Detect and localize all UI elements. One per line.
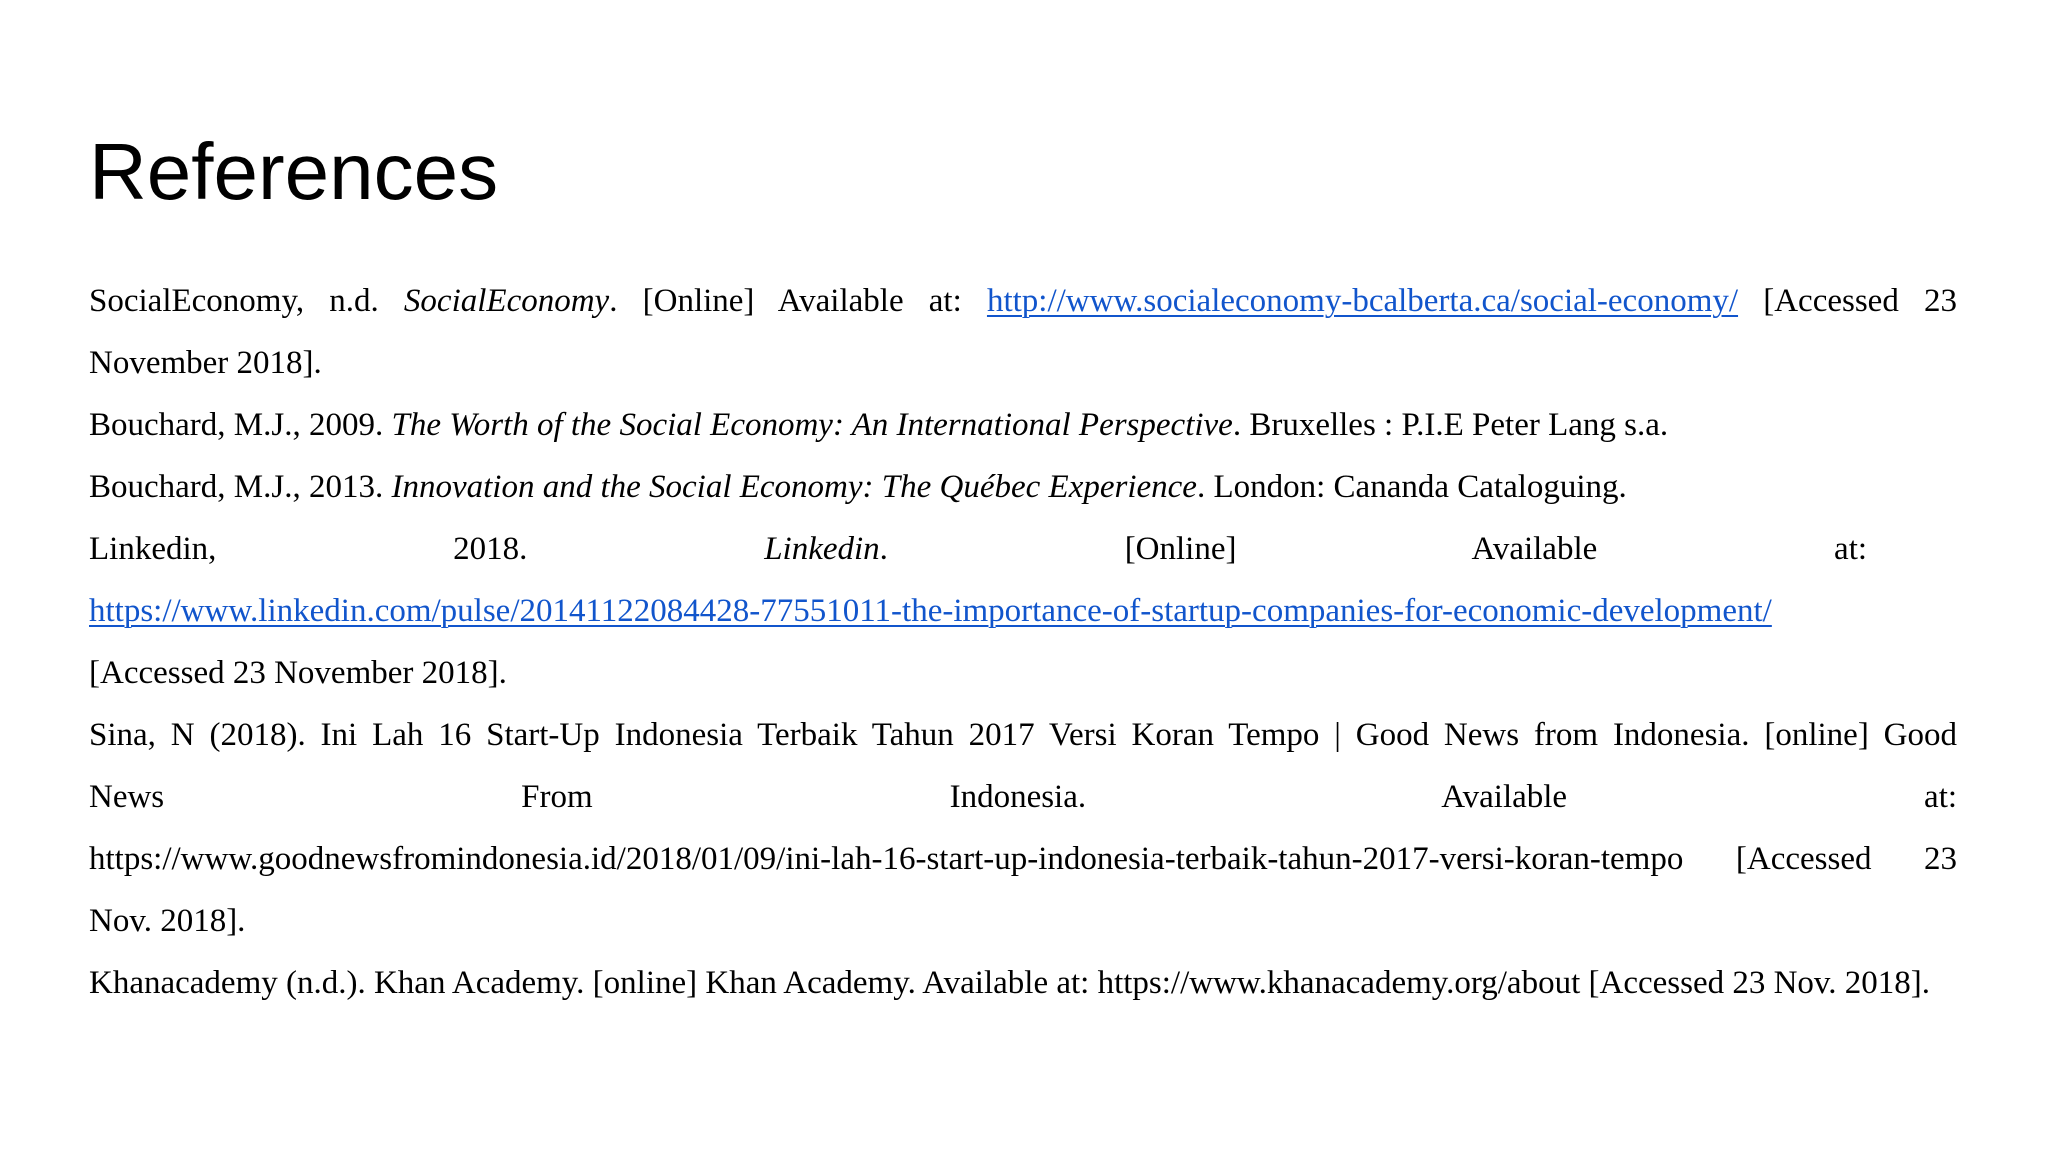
reference-at: at: [1834,531,1868,567]
reference-word: Indonesia. [949,779,1087,815]
reference-line: Sina, N (2018). Ini Lah 16 Start-Up Indonesia Terbaik Tahun 2017 Versi Koran Tempo | Good News from Indonesia. [online] Good [89,717,1957,753]
reference-line: https://www.goodnewsfromindonesia.id/2018/01/09/ini-lah-16-start-up-indonesia-terbaik-tahun-2017-versi-koran-tempo [Accessed 23 [89,841,1957,877]
reference-line [89,518,1867,580]
reference-title-period: . [879,531,888,567]
references-list [89,270,1957,1014]
reference-item-bouchard-2009 [89,394,1957,456]
slide-title: References [89,127,499,216]
reference-author-date: Bouchard, M.J., 2009. [89,407,392,443]
reference-author: Linkedin, [89,531,217,567]
reference-item-sina [89,704,1957,952]
reference-item-bouchard-2013 [89,456,1957,518]
reference-accessed: [Accessed 23 November 2018]. [89,283,1957,381]
reference-publisher: . Bruxelles : P.I.E Peter Lang s.a. [1232,407,1669,443]
reference-title: Linkedin [764,531,880,567]
reference-year: 2018. [453,531,528,567]
reference-author-date: SocialEconomy, n.d. [89,283,404,319]
reference-publisher: . London: Cananda Cataloguing. [1196,469,1627,505]
reference-link-socialeconomy[interactable]: http://www.socialeconomy-bcalberta.ca/social-economy/ [986,283,1739,319]
reference-word: at: [1924,779,1958,815]
reference-item-linkedin [89,518,1957,704]
reference-line: Nov. 2018]. [89,903,246,939]
reference-word: From [521,779,593,815]
reference-accessed: [Accessed 23 November 2018]. [89,655,507,691]
reference-item-socialeconomy [89,270,1957,394]
reference-text: . [Online] Available at: [609,283,987,319]
reference-line [89,580,1957,642]
reference-word: News [89,779,165,815]
reference-title: The Worth of the Social Economy: An International Perspective [391,407,1233,443]
reference-link-linkedin[interactable]: https://www.linkedin.com/pulse/20141122084428-77551011-the-importance-of-startup-companies-for-economic-development/ [89,593,1772,629]
reference-available: Available [1471,531,1598,567]
reference-author-date: Bouchard, M.J., 2013. [89,469,392,505]
reference-item-khanacademy: Khanacademy (n.d.). Khan Academy. [online] Khan Academy. Available at: https://www.khanacademy.org/about [Accessed 23 Nov. 2018]. [89,965,1931,1001]
reference-title: Innovation and the Social Economy: The Québec Experience [391,469,1197,505]
reference-word: Available [1441,779,1568,815]
reference-line [89,766,1957,828]
reference-title: SocialEconomy [403,283,610,319]
reference-online: [Online] [1124,531,1237,567]
